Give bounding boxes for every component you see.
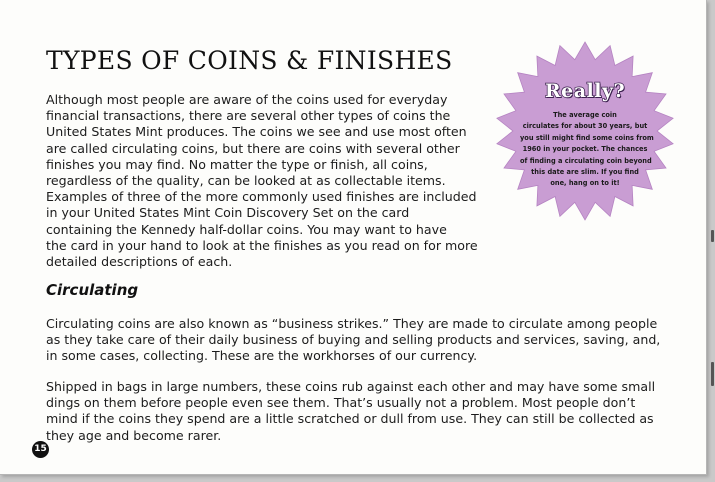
- page-title: TYPES OF COINS & FINISHES: [46, 46, 453, 75]
- intro-line: in your United States Mint Coin Discovery Set on the card: [46, 205, 410, 221]
- intro-line: financial transactions, there are several other types of coins the: [46, 108, 451, 124]
- intro-line: Although most people are aware of the coins used for everyday: [46, 92, 448, 107]
- callout-body: [520, 110, 654, 190]
- paragraph-line: in some cases, collecting. These are the workhorses of our currency.: [46, 348, 478, 364]
- really-callout: [520, 80, 654, 190]
- intro-line: are called circulating coins, but there are coins with several other: [46, 140, 460, 156]
- intro-line: detailed descriptions of each.: [46, 254, 233, 270]
- circulating-paragraph-1: [46, 316, 696, 365]
- intro-line: containing the Kennedy half-dollar coins. You may want to have: [46, 221, 447, 237]
- intro-line: Examples of three of the more commonly used finishes are included: [46, 189, 477, 205]
- callout-line: this date are slim. If you find: [531, 168, 639, 177]
- circulating-paragraph-2: [46, 379, 696, 444]
- paragraph-line: Circulating coins are also known as “business strikes.” They are made to circulate among people: [46, 316, 658, 331]
- page-number-badge: 15: [32, 441, 49, 458]
- paragraph-line: Shipped in bags in large numbers, these coins rub against each other and may have some small: [46, 379, 656, 394]
- intro-line: regardless of the quality, can be looked at as collectable items.: [46, 173, 446, 189]
- paragraph-line: dings on them before people even see them. That’s usually not a problem. Most people don’t: [46, 395, 636, 411]
- paragraph-line: as they take care of their daily business of buying and selling products and services, saving, and,: [46, 332, 661, 348]
- callout-line: of finding a circulating coin beyond: [520, 156, 652, 165]
- paragraph-line: they age and become rarer.: [46, 427, 222, 443]
- scan-edge-mark: [711, 230, 714, 242]
- paragraph-line: mind if the coins they spend are a little scratched or dull from use. They can still be collected as: [46, 411, 654, 427]
- section-heading-circulating: Circulating: [46, 281, 139, 299]
- intro-line: United States Mint produces. The coins we see and use most often: [46, 124, 467, 140]
- callout-line: you still might find some coins from: [520, 133, 654, 142]
- scan-edge-mark: [711, 362, 714, 386]
- callout-line: The average coin: [553, 111, 617, 119]
- callout-heading: Really?: [544, 80, 626, 102]
- intro-line: finishes you may find. No matter the type or finish, all coins,: [46, 156, 428, 172]
- callout-line: circulates for about 30 years, but: [522, 122, 648, 131]
- callout-line: one, hang on to it!: [550, 179, 620, 188]
- intro-paragraph: [46, 92, 506, 270]
- callout-line: 1960 in your pocket. The chances: [522, 145, 648, 154]
- intro-line: the card in your hand to look at the finishes as you read on for more: [46, 237, 478, 253]
